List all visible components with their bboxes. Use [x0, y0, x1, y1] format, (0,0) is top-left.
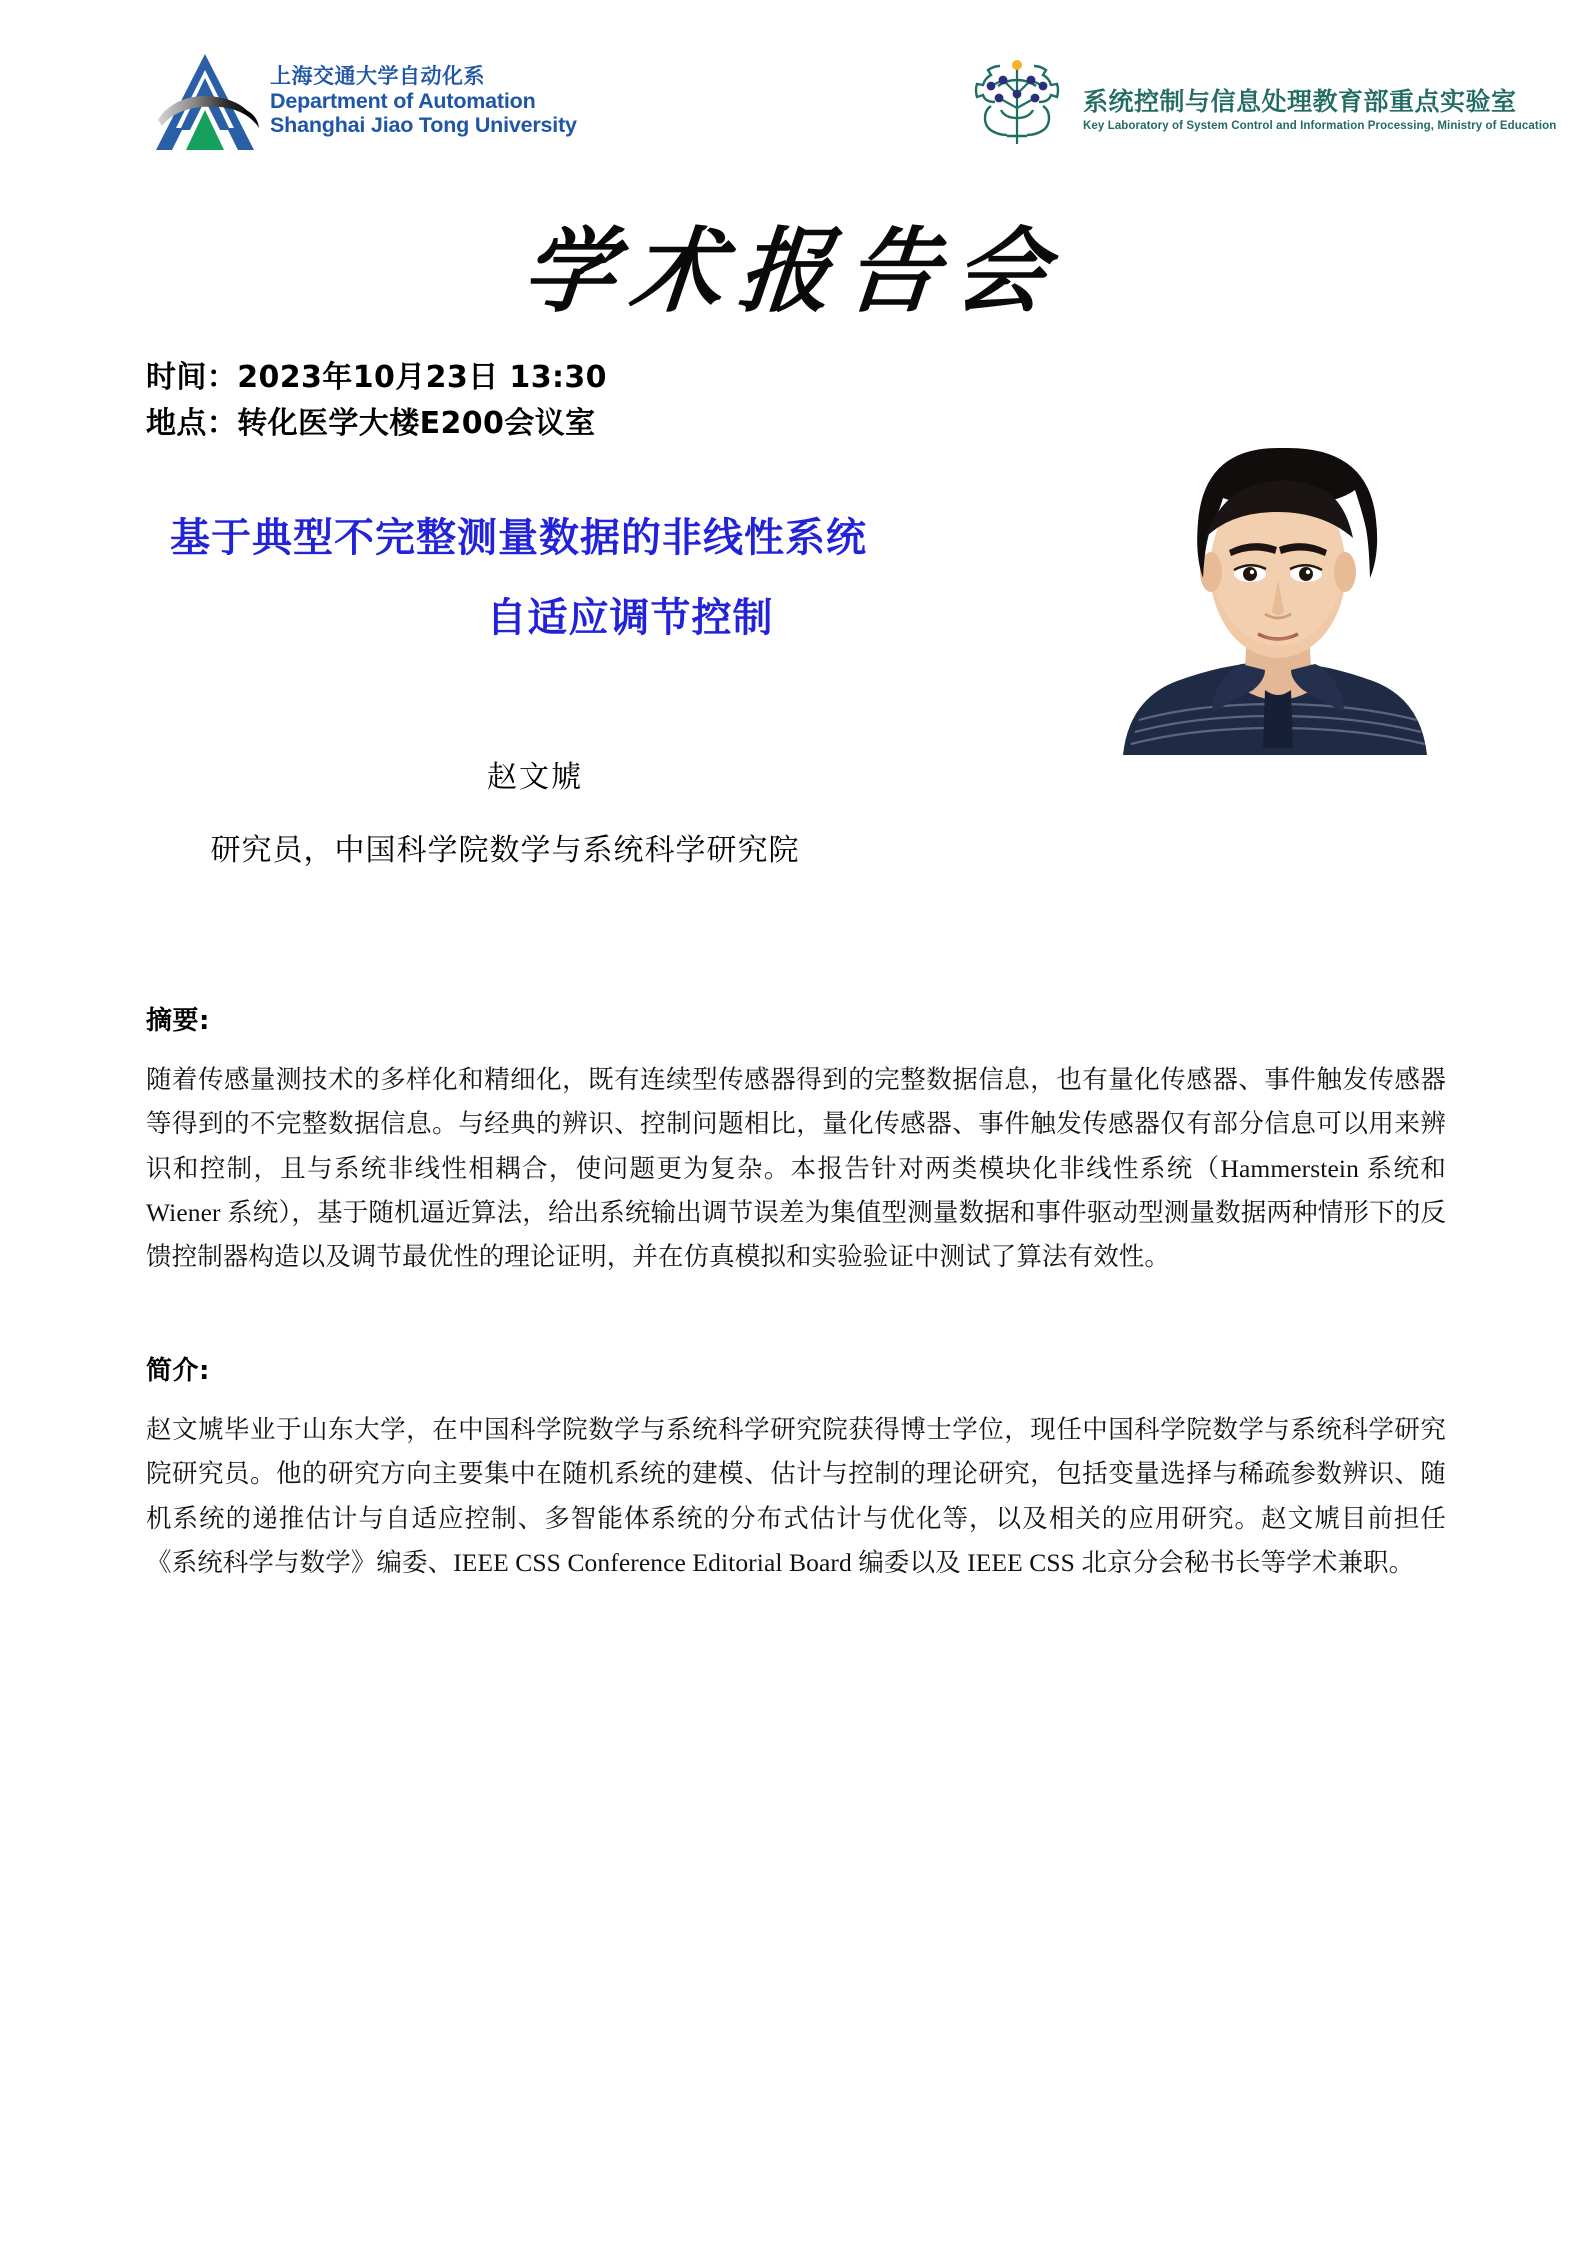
key-laboratory-logo-text: [1083, 71, 1556, 134]
poster-header: [0, 40, 1587, 160]
speaker-name: 赵文虓: [487, 761, 583, 794]
sjtu-logo-en-line2: Shanghai Jiao Tong University: [270, 112, 577, 137]
keylab-logo-cn: 系统控制与信息处理教育部重点实验室: [1083, 86, 1517, 116]
sjtu-logo-cn: 上海交通大学自动化系: [270, 64, 485, 89]
event-meta: [146, 355, 607, 446]
key-laboratory-logo-block: [965, 50, 1556, 154]
bio-text: 赵文虓毕业于山东大学，在中国科学院数学与系统科学研究院获得博士学位，现任中国科学院数学与系统科学研究院研究员。他的研究方向主要集中在随机系统的建模、估计与控制的理论研究，包括变量选择与稀疏参数辨识、随机系统的递推估计与自适应控制、多智能体系统的分布式估计与优化等，以及相关的应用研究。赵文虓目前担任《系统科学与数学》编委、IEEE CSS Conference Editorial Board 编委以及 IEEE CSS 北京分会秘书长等学术兼职。: [146, 1415, 1446, 1578]
event-time: 时间：2023年10月23日 13:30: [146, 360, 607, 395]
abstract-text: 随着传感量测技术的多样化和精细化，既有连续型传感器得到的完整数据信息，也有量化传感器、事件触发传感器等得到的不完整数据信息。与经典的辨识、控制问题相比，量化传感器、事件触发传感器仅有部分信息可以用来辨识和控制，且与系统非线性相耦合，使问题更为复杂。本报告针对两类模块化非线性系统（Hammerstein 系统和 Wiener 系统），基于随机逼近算法，给出系统输出调节误差为集值型测量数据和事件驱动型测量数据两种情形下的反馈控制器构造以及调节最优性的理论证明，并在仿真模拟和实验验证中测试了算法有效性。: [146, 1065, 1446, 1272]
sjtu-automation-logo-text: [270, 65, 577, 139]
key-laboratory-logo-icon: [965, 50, 1069, 154]
abstract-heading: 摘要:: [146, 1006, 210, 1036]
speaker-photo: [1113, 402, 1443, 755]
talk-title: [150, 498, 1110, 658]
sjtu-logo-en-line1: Department of Automation: [270, 88, 536, 113]
bio-heading: 简介:: [146, 1356, 210, 1386]
speaker-affiliation: 研究员，中国科学院数学与系统科学研究院: [210, 834, 800, 867]
event-banner-title: 学术报告会: [518, 218, 1068, 325]
event-location: 地点：转化医学大楼E200会议室: [146, 405, 596, 441]
sjtu-automation-logo-block: [150, 48, 577, 156]
talk-title-line-1: 基于典型不完整测量数据的非线性系统: [170, 515, 867, 561]
sjtu-automation-logo-icon: [150, 48, 260, 156]
talk-title-line-2: 自适应调节控制: [486, 595, 774, 641]
keylab-logo-en: Key Laboratory of System Control and Information Processing, Ministry of Education: [1083, 119, 1557, 132]
